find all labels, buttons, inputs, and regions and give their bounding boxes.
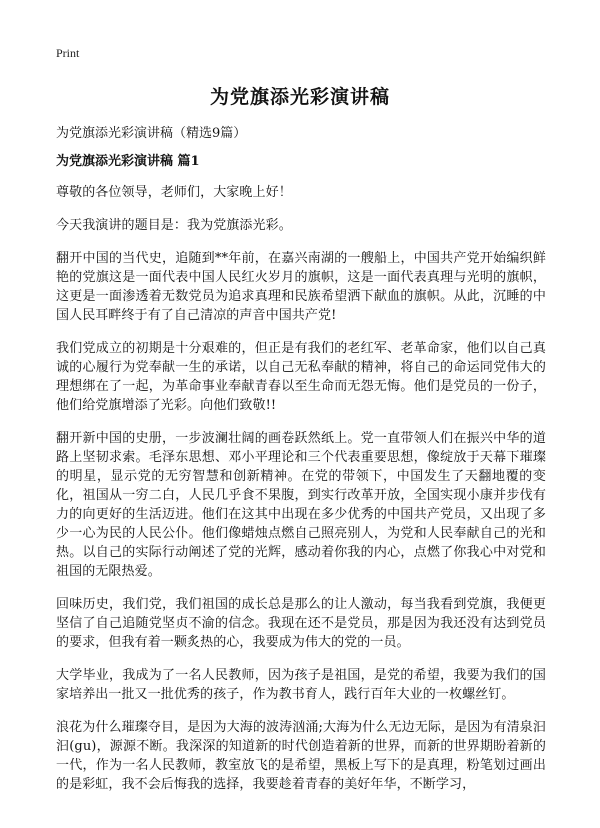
document-title: 为党旗添光彩演讲稿 [209, 86, 390, 108]
speech-body [56, 183, 546, 808]
paragraph-greeting: 尊敬的各位领导，老师们，大家晚上好！ [56, 185, 292, 200]
paragraph-topic: 今天我演讲的题目是：我为党旗添光彩。 [56, 218, 292, 233]
paragraph: 翻开新中国的史册，一步波澜壮阔的画卷跃然纸上。党一直带领人们在振兴中华的道路上坚韧求索。毛泽东思想、邓小平理论和三个代表重要思想，像绽放于天幕下璀璨的明星，显示党的无穷智慧和创新精神。在党的带领下，中国发生了天翻地覆的变化，祖国从一穷二白，人民几乎食不果腹，到实行改革开放，全国实现小康并步伐有力的向更好的生活迈进。他们在这其中出现在多少优秀的中国共产党员，又出现了多少一心为民的人民公仆。他们像蜡烛点燃自己照亮别人，为党和人民奉献自己的光和热。以自己的实际行动阐述了党的光辉，感动着你我的内心，点燃了你我心中对党和祖国的无限热爱。 [56, 431, 546, 579]
section-heading: 为党旗添光彩演讲稿 篇1 [56, 154, 200, 169]
print-link[interactable]: Print [56, 46, 80, 60]
document-subtitle: 为党旗添光彩演讲稿（精选9篇） [56, 126, 247, 141]
paragraph: 大学毕业，我成为了一名人民教师，因为孩子是祖国，是党的希望，我要为我们的国家培养出一批又一批优秀的孩子，作为教书育人，践行百年大业的一枚螺丝钉。 [56, 668, 546, 702]
paragraph: 我们党成立的初期是十分艰难的，但正是有我们的老红军、老革命家，他们以自己真诚的心履行为党奉献一生的承诺，以自己无私奉献的精神，将自己的命运同党伟大的理想绑在了一起，为革命事业奉献青春以至生命而无怨无悔。他们是党员的一份子，他们给党旗增添了光彩。向他们致敬!! [56, 341, 546, 413]
paragraph: 浪花为什么璀璨夺目，是因为大海的波涛汹涌;大海为什么无边无际，是因为有清泉汩汩(gu)，源源不断。我深深的知道新的时代创造着新的世界，而新的世界期盼着新的一代，作为一名人民教师，教室放飞的是希望，黑板上写下的是真理，粉笔划过画出的是彩虹，我不会后悔我的选择，我要趁着青春的美好年华，不断学习， [56, 720, 546, 792]
paragraph: 回味历史，我们党，我们祖国的成长总是那么的让人激动，每当我看到党旗，我便更坚信了自己追随党坚贞不渝的信念。我现在还不是党员，那是因为我还没有达到党员的要求，但我有着一颗炙热的心，我要成为伟大的党的一员。 [56, 597, 546, 650]
paragraph: 翻开中国的当代史，追随到**年前，在嘉兴南湖的一艘船上，中国共产党开始编织鲜艳的党旗这是一面代表中国人民红火岁月的旗帜，这是一面代表真理与光明的旗帜，这更是一面渗透着无数党员为追求真理和民族希望洒下献血的旗帜。从此，沉睡的中国人民耳畔终于有了自己清凉的声音中国共产党! [56, 251, 546, 323]
